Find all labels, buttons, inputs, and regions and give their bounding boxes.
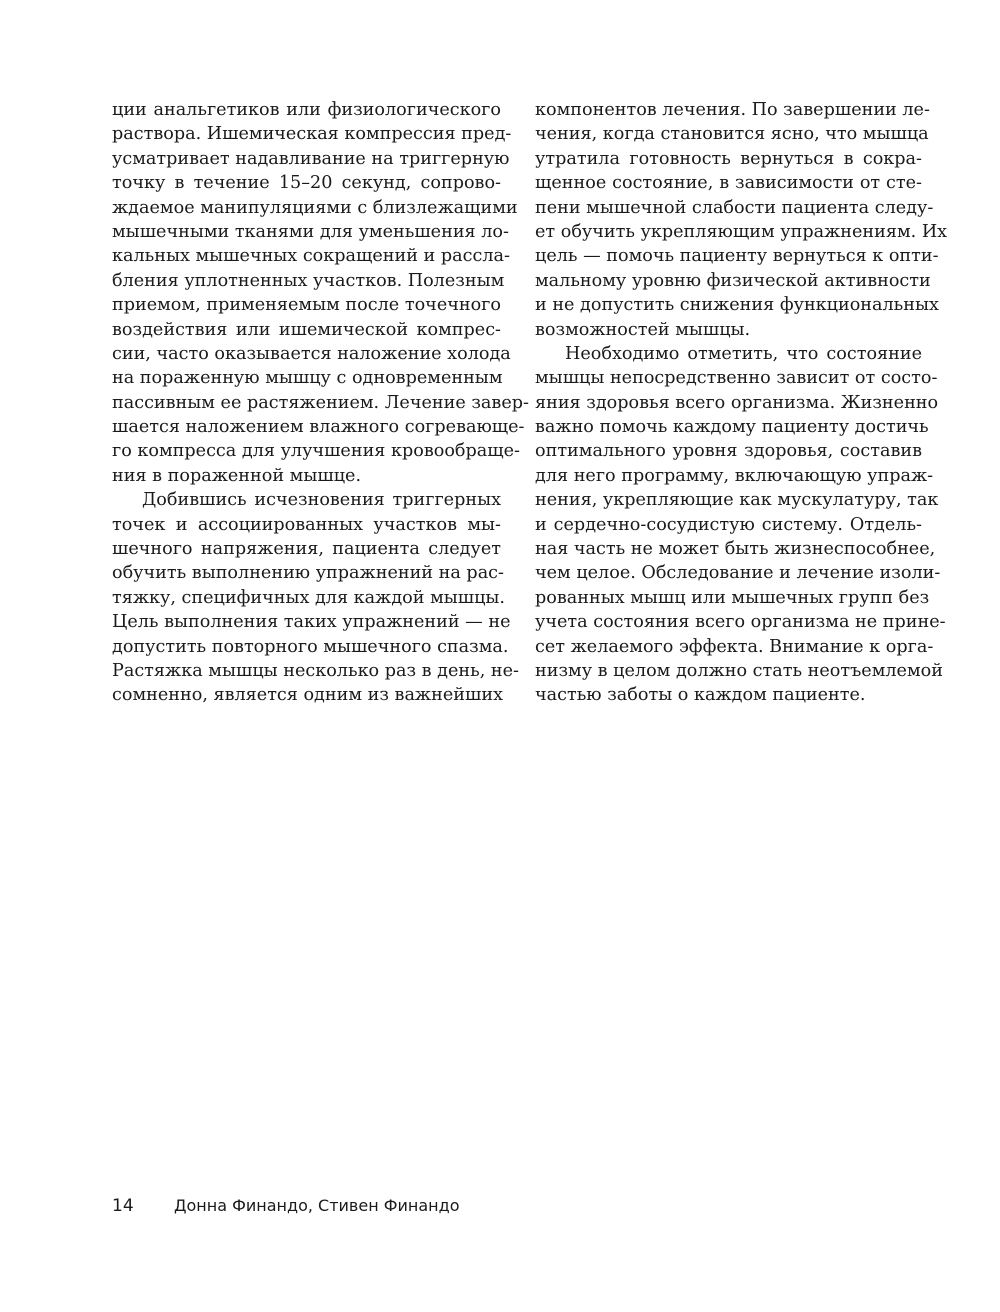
text-line: сомненно, является одним из важнейших (112, 685, 503, 706)
text-line: яния здоровья всего организма. Жизненно (535, 392, 939, 413)
text-line: допустить повторного мышечного спазма. (112, 636, 509, 657)
text-line: усматривает надавливание на триггерную (112, 148, 510, 169)
text-line: чем целое. Обследование и лечение изоли- (535, 563, 941, 584)
text-line: и не допустить снижения функциональных (535, 295, 939, 316)
text-line: го компресса для улучшения кровообраще- (112, 441, 520, 462)
right-column (535, 98, 948, 708)
text-line: бления уплотненных участков. Полезным (112, 270, 505, 291)
text-line: точку в течение 15–20 секунд, сопрово- (112, 173, 501, 194)
text-line: сет желаемого эффекта. Внимание к орга- (535, 636, 934, 657)
text-line: тяжку, специфичных для каждой мышцы. (112, 587, 506, 608)
text-line: и сердечно-сосудистую систему. Отдель- (535, 514, 922, 535)
text-line: оптимального уровня здоровья, составив (535, 441, 922, 462)
text-line: мышечными тканями для уменьшения ло- (112, 221, 509, 242)
footer-authors: Донна Финандо, Стивен Финандо (174, 1196, 460, 1215)
paragraph-start-line: Добившись исчезновения триггерных (142, 490, 501, 511)
text-line: шается наложением влажного согревающе- (112, 417, 525, 438)
text-line: важно помочь каждому пациенту достичь (535, 417, 929, 438)
text-line: кальных мышечных сокращений и рассла- (112, 246, 510, 267)
left-column (112, 98, 529, 708)
text-line: ции анальгетиков или физиологического (112, 100, 501, 120)
text-line: низму в целом должно стать неотъемлемой (535, 660, 943, 681)
page-footer (112, 1196, 459, 1216)
text-line: нения, укрепляющие как мускулатуру, так (535, 490, 939, 511)
text-line: учета состояния всего организма не прине- (535, 612, 946, 633)
page-number: 14 (112, 1196, 134, 1216)
text-line: чения, когда становится ясно, что мышца (535, 124, 929, 145)
text-line: раствора. Ишемическая компрессия пред- (112, 124, 512, 145)
text-line: пассивным ее растяжением. Лечение завер- (112, 392, 529, 413)
text-line: сии, часто оказывается наложение холода (112, 343, 511, 364)
text-line: шечного напряжения, пациента следует (112, 539, 501, 560)
text-line: щенное состояние, в зависимости от сте- (535, 173, 922, 194)
text-line: ная часть не может быть жизнеспособнее, (535, 539, 936, 560)
text-line: пени мышечной слабости пациента следу- (535, 197, 934, 218)
paragraph-start-line: Необходимо отметить, что состояние (565, 343, 922, 364)
text-line: утратила готовность вернуться в сокра- (535, 148, 922, 169)
text-line: рованных мышц или мышечных групп без (535, 587, 930, 608)
text-line: ждаемое манипуляциями с близлежащими (112, 197, 518, 218)
text-line: Цель выполнения таких упражнений — не (112, 612, 511, 633)
text-line: компонентов лечения. По завершении ле- (535, 100, 930, 120)
text-line: для него программу, включающую упраж- (535, 465, 934, 486)
text-line: частью заботы о каждом пациенте. (535, 685, 866, 706)
text-line: точек и ассоциированных участков мы- (112, 514, 501, 535)
text-line: ет обучить укрепляющим упражнениям. Их (535, 221, 948, 242)
text-line: на пораженную мышцу с одновременным (112, 368, 503, 389)
text-line: ния в пораженной мышце. (112, 465, 362, 486)
text-line: обучить выполнению упражнений на рас- (112, 563, 504, 584)
text-line: мальному уровню физической активности (535, 270, 931, 291)
text-line: воздействия или ишемической компрес- (112, 319, 501, 340)
text-line: возможностей мышцы. (535, 319, 751, 340)
text-line: мышцы непосредственно зависит от состо- (535, 368, 938, 389)
text-line: приемом, применяемым после точечного (112, 295, 501, 316)
text-line: цель — помочь пациенту вернуться к опти- (535, 246, 939, 267)
text-line: Растяжка мышцы несколько раз в день, не- (112, 660, 520, 681)
